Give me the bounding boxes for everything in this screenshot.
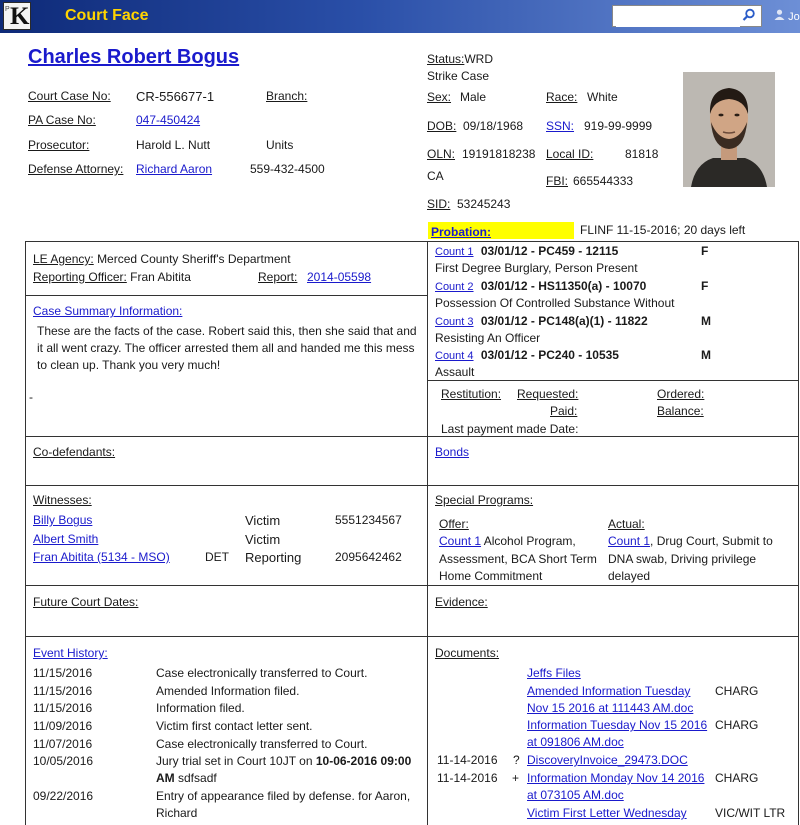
search-icon[interactable] bbox=[742, 8, 756, 27]
document-type: CHARG bbox=[715, 684, 759, 698]
event-text: Information filed. bbox=[156, 701, 245, 715]
document-link[interactable]: Information Tuesday Nov 15 2016 bbox=[527, 718, 708, 732]
document-link[interactable]: Information Monday Nov 14 2016 bbox=[527, 771, 705, 785]
offer-line-1-text: Alcohol Program, bbox=[481, 534, 576, 548]
oln-value: 19191818238 bbox=[462, 147, 536, 161]
witness-role: Victim bbox=[245, 513, 281, 528]
count-1-charge: 03/01/12 - PC459 - 12115 bbox=[480, 244, 619, 258]
offer-line-1 bbox=[439, 534, 576, 548]
count-3-description: Resisting An Officer bbox=[435, 331, 541, 345]
documents-panel bbox=[427, 636, 799, 825]
restitution-label: Restitution: bbox=[441, 387, 502, 401]
le-agency-panel bbox=[25, 241, 428, 296]
event-date: 10/05/2016 bbox=[33, 754, 94, 768]
special-programs-label: Special Programs: bbox=[435, 493, 534, 507]
document-link[interactable]: Victim First Letter Wednesday bbox=[527, 806, 687, 820]
paid-label: Paid: bbox=[550, 404, 578, 418]
offer-line-3: Home Commitment bbox=[439, 569, 543, 583]
le-agency-value: Merced County Sheriff's Department bbox=[97, 252, 291, 266]
actual-line-3: delayed bbox=[608, 569, 651, 583]
reporting-officer-value: Fran Abitita bbox=[130, 270, 191, 284]
user-initials: Jo bbox=[788, 11, 800, 23]
case-summary-panel bbox=[25, 295, 428, 437]
sex-label: Sex: bbox=[427, 90, 452, 104]
report-label: Report: bbox=[258, 270, 298, 284]
local-id-label: Local ID: bbox=[546, 147, 594, 161]
court-case-value: CR-556677-1 bbox=[136, 89, 215, 104]
oln-state: CA bbox=[427, 169, 444, 183]
count-2-charge: 03/01/12 - HS11350(a) - 10070 bbox=[480, 279, 647, 293]
event-text: Amended Information filed. bbox=[156, 684, 300, 698]
prosecutor-units: Units bbox=[266, 138, 294, 152]
restitution-panel bbox=[427, 380, 799, 437]
defendant-name[interactable]: Charles Robert Bogus bbox=[28, 46, 240, 68]
le-agency-row bbox=[33, 252, 291, 266]
document-date: 11-14-2016 bbox=[437, 753, 498, 767]
event-date: 11/15/2016 bbox=[33, 701, 93, 715]
search-input[interactable] bbox=[616, 7, 740, 27]
branch-label: Branch: bbox=[266, 89, 308, 103]
count-2-link[interactable]: Count 2 bbox=[435, 281, 474, 293]
event-date: 11/07/2016 bbox=[33, 737, 93, 751]
fbi-label: FBI: bbox=[546, 174, 569, 188]
local-id-value: 81818 bbox=[625, 147, 659, 161]
evidence-label: Evidence: bbox=[435, 595, 488, 609]
document-link[interactable]: Jeffs Files bbox=[527, 666, 581, 680]
actual-label: Actual: bbox=[608, 517, 645, 531]
count-4-description: Assault bbox=[435, 365, 475, 379]
event-history-link[interactable]: Event History: bbox=[33, 646, 108, 660]
count-item bbox=[435, 348, 619, 362]
count-item bbox=[435, 314, 648, 328]
document-link[interactable]: Amended Information Tuesday bbox=[527, 684, 691, 698]
dob-value: 09/18/1968 bbox=[463, 119, 524, 133]
witness-name-link[interactable]: Albert Smith bbox=[33, 532, 99, 546]
reporting-officer-label: Reporting Officer: bbox=[33, 270, 127, 284]
last-payment: Last payment made Date: bbox=[441, 422, 579, 436]
pa-case-link[interactable]: 047-450424 bbox=[136, 113, 201, 127]
report-link[interactable]: 2014-05598 bbox=[307, 270, 372, 284]
app-logo[interactable] bbox=[3, 2, 31, 30]
document-date: 11-14-2016 bbox=[437, 771, 498, 785]
oln-label: OLN: bbox=[427, 147, 456, 161]
actual-count-link[interactable]: Count 1 bbox=[608, 534, 651, 548]
event-text-bold: AM bbox=[156, 771, 175, 785]
status-value: WRD bbox=[464, 52, 494, 66]
fbi-value: 665544333 bbox=[573, 174, 634, 188]
actual-line-1 bbox=[608, 534, 773, 548]
document-link-continued[interactable]: Nov 15 2016 at 111443 AM.doc bbox=[527, 701, 694, 715]
witness-agency: DET bbox=[205, 550, 229, 564]
user-menu[interactable] bbox=[774, 9, 800, 23]
document-link-continued[interactable]: at 091806 AM.doc bbox=[527, 735, 624, 749]
case-summary-dash: - bbox=[29, 390, 33, 404]
witness-role: Reporting bbox=[245, 550, 302, 565]
count-1-level: F bbox=[701, 244, 709, 258]
evidence-panel bbox=[427, 585, 799, 637]
probation-link[interactable]: Probation: bbox=[431, 225, 491, 239]
document-link-continued[interactable]: at 073105 AM.doc bbox=[527, 788, 624, 802]
witness-name-link[interactable]: Billy Bogus bbox=[33, 513, 93, 527]
status bbox=[427, 52, 493, 66]
defense-attorney-link[interactable]: Richard Aaron bbox=[136, 162, 213, 176]
search-box[interactable] bbox=[612, 5, 762, 27]
logo-letter: K bbox=[10, 3, 30, 30]
ssn-value: 919-99-9999 bbox=[584, 119, 653, 133]
witnesses-panel bbox=[25, 485, 428, 586]
prosecutor-value: Harold L. Nutt bbox=[136, 138, 211, 152]
witnesses-label: Witnesses: bbox=[33, 493, 92, 507]
event-date: 11/15/2016 bbox=[33, 666, 93, 680]
event-text-continued bbox=[156, 771, 217, 785]
bonds-panel bbox=[427, 436, 799, 486]
app-title: Court Face bbox=[65, 7, 149, 24]
event-text: Case electronically transferred to Court. bbox=[156, 737, 368, 751]
sex-value: Male bbox=[460, 90, 487, 104]
sid-label: SID: bbox=[427, 197, 451, 211]
count-3-charge: 03/01/12 - PC148(a)(1) - 11822 bbox=[480, 314, 648, 328]
bonds-link[interactable]: Bonds bbox=[435, 445, 470, 459]
defense-attorney-label: Defense Attorney: bbox=[28, 162, 124, 176]
count-4-level: M bbox=[701, 348, 711, 362]
event-text-part: sdfsadf bbox=[174, 771, 217, 785]
status-label: Status: bbox=[427, 52, 465, 66]
actual-line-1-text: , Drug Court, Submit to bbox=[650, 534, 773, 548]
event-text: Case electronically transferred to Court. bbox=[156, 666, 368, 680]
documents-label: Documents: bbox=[435, 646, 500, 660]
offer-count-link[interactable]: Count 1 bbox=[439, 534, 482, 548]
future-court-dates-label: Future Court Dates: bbox=[33, 595, 139, 609]
court-case-label: Court Case No: bbox=[28, 89, 111, 103]
witness-role: Victim bbox=[245, 532, 281, 547]
event-text: Entry of appearance filed by defense. for Aaron, bbox=[156, 789, 411, 803]
event-text: Victim first contact letter sent. bbox=[156, 719, 313, 733]
codefendants-panel bbox=[25, 436, 428, 486]
race-value: White bbox=[587, 90, 618, 104]
count-item bbox=[435, 244, 618, 258]
prosecutor-label: Prosecutor: bbox=[28, 138, 90, 152]
event-date: 09/22/2016 bbox=[33, 789, 94, 803]
event-text-continued: Richard bbox=[156, 806, 198, 820]
le-agency-label: LE Agency: bbox=[33, 252, 94, 266]
event-text-bold: 10-06-2016 09:00 bbox=[315, 754, 412, 768]
witness-name-link[interactable]: Fran Abitita (5134 - MSO) bbox=[33, 550, 170, 564]
count-4-charge: 03/01/12 - PC240 - 10535 bbox=[480, 348, 619, 362]
top-bar bbox=[0, 0, 800, 33]
count-4-link[interactable]: Count 4 bbox=[435, 350, 474, 362]
count-3-link[interactable]: Count 3 bbox=[435, 316, 474, 328]
count-item bbox=[435, 279, 646, 293]
document-mark[interactable]: ? bbox=[513, 753, 520, 767]
actual-line-2: DNA swab, Driving privilege bbox=[608, 552, 757, 566]
document-type: VIC/WIT LTR bbox=[715, 806, 786, 820]
pa-case-label: PA Case No: bbox=[28, 113, 96, 127]
requested-label: Requested: bbox=[517, 387, 579, 401]
reporting-officer-row bbox=[33, 270, 191, 284]
user-icon bbox=[774, 11, 788, 23]
count-3-level: M bbox=[701, 314, 711, 328]
document-mark[interactable]: + bbox=[512, 771, 520, 785]
case-summary-text: These are the facts of the case. Robert said this, then she said that and it all went crazy. The officer arrested them all and handed me this mess to clean up. Thank you very much! bbox=[37, 324, 417, 372]
offer-label: Offer: bbox=[439, 517, 469, 531]
race-label: Race: bbox=[546, 90, 578, 104]
special-programs-panel bbox=[427, 485, 799, 586]
count-1-link[interactable]: Count 1 bbox=[435, 246, 474, 258]
event-text-part: Jury trial set in Court 10JT on bbox=[156, 754, 316, 768]
counts-panel bbox=[427, 241, 799, 381]
strike-case: Strike Case bbox=[427, 69, 490, 83]
count-2-level: F bbox=[701, 279, 709, 293]
document-type: CHARG bbox=[715, 771, 759, 785]
defense-attorney-phone: 559-432-4500 bbox=[250, 162, 325, 176]
future-court-dates-panel bbox=[25, 585, 428, 637]
event-date: 11/09/2016 bbox=[33, 719, 93, 733]
case-summary-link[interactable]: Case Summary Information: bbox=[33, 304, 183, 318]
ordered-label: Ordered: bbox=[657, 387, 705, 401]
logo-small-letter: P bbox=[5, 6, 10, 13]
document-type: CHARG bbox=[715, 718, 759, 732]
count-1-description: First Degree Burglary, Person Present bbox=[435, 261, 638, 275]
document-link[interactable]: DiscoveryInvoice_29473.DOC bbox=[527, 753, 688, 767]
probation-value: FLINF 11-15-2016; 20 days left bbox=[580, 223, 746, 237]
codefendants-label: Co-defendants: bbox=[33, 445, 116, 459]
defendant-photo bbox=[683, 72, 775, 187]
defendant-photo-image bbox=[683, 72, 775, 187]
balance-label: Balance: bbox=[657, 404, 704, 418]
count-2-description: Possession Of Controlled Substance Without bbox=[435, 296, 675, 310]
offer-line-2: Assessment, BCA Short Term bbox=[439, 552, 597, 566]
event-text bbox=[156, 754, 411, 768]
witness-phone: 2095642462 bbox=[335, 550, 402, 564]
ssn-link[interactable]: SSN: bbox=[546, 119, 575, 133]
witness-phone: 5551234567 bbox=[335, 513, 402, 527]
event-date: 11/15/2016 bbox=[33, 684, 93, 698]
sid-value: 53245243 bbox=[457, 197, 511, 211]
dob-label: DOB: bbox=[427, 119, 457, 133]
event-history-panel bbox=[25, 636, 428, 825]
